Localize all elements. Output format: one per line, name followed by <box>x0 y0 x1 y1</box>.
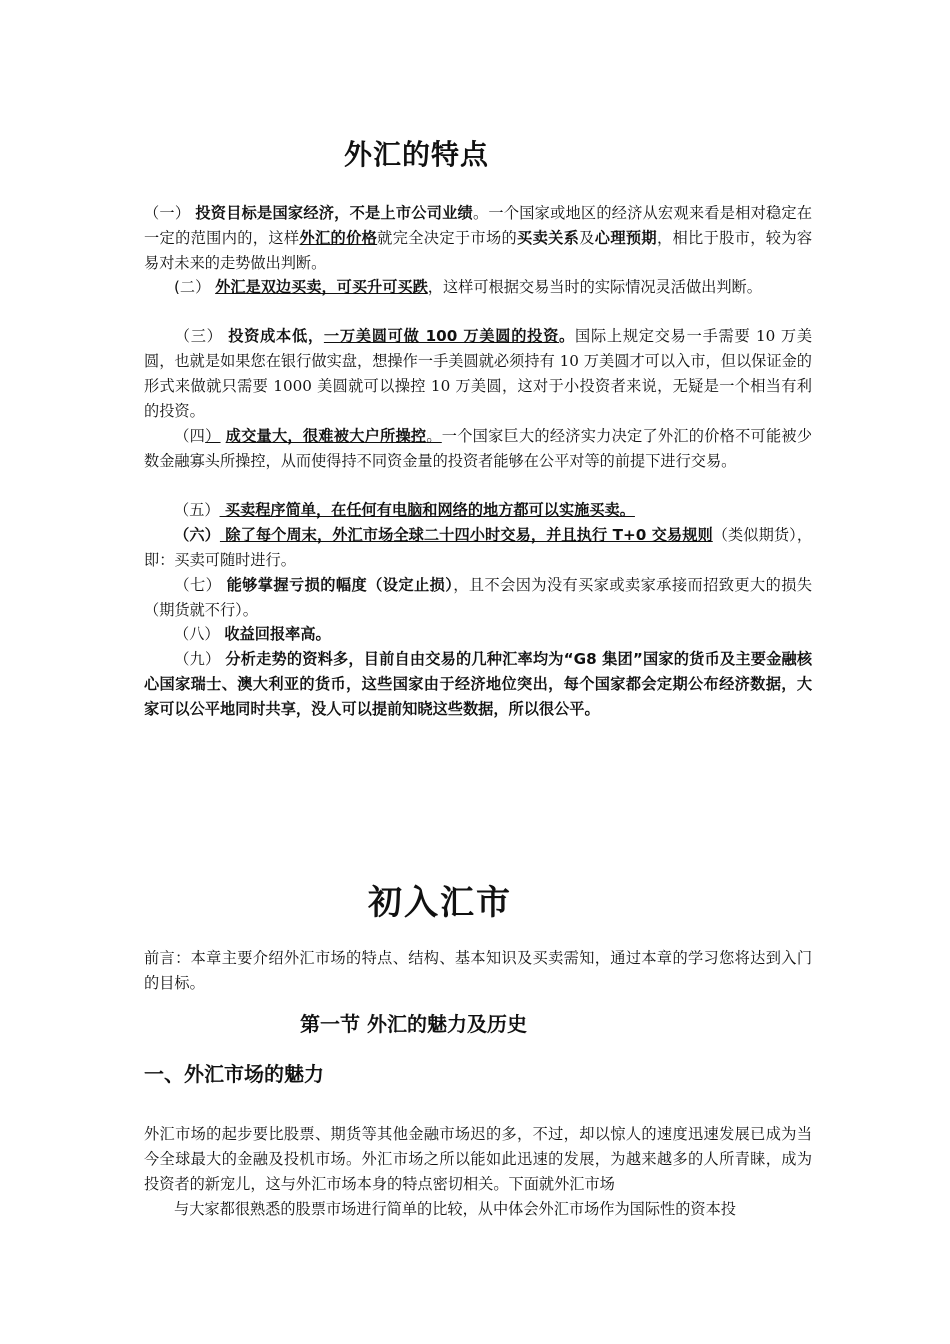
feature-item-7 <box>144 573 812 623</box>
preface-paragraph: 前言：本章主要介绍外汇市场的特点、结构、基本知识及买卖需知，通过本章的学习您将达到入门的目标。 <box>144 949 812 992</box>
item-heading: 外汇是双边买卖，可买升可买跌 <box>215 278 428 296</box>
item-emphasis: 心理预期 <box>594 229 657 247</box>
section-heading: 第一节 外汇的魅力及历史 <box>300 1012 527 1036</box>
item-number: （四 <box>174 427 206 445</box>
chapter-title-entering-forex: 初入汇市 <box>368 883 512 923</box>
item-text: 及 <box>579 229 595 247</box>
item-emphasis: 外汇的价格 <box>299 229 378 247</box>
item-number: （六） <box>174 526 220 544</box>
item-text: 。一个国家或地区的经济从宏观来看是相对稳定在一定的范围内的，这样 <box>144 204 813 247</box>
feature-item-8 <box>144 622 812 647</box>
item-number: （五） <box>174 501 220 519</box>
subsection-heading: 一、外汇市场的魅力 <box>144 1062 324 1086</box>
feature-item-5 <box>144 498 812 523</box>
item-heading: 分析走势的资料多，目前自由交易的几种汇率均为“G8 集团”国家的货币及主要金融核心国家瑞士、澳大利亚的货币，这些国家由于经济地位突出，每个国家都会定期公布经济数据，大家可以公平地同时共享，没人可以提前知晓这些数据，所以很公平。 <box>144 650 813 718</box>
item-text: ，这样可根据交易当时的实际情况灵活做出判断。 <box>427 278 762 296</box>
section-title-forex-features: 外汇的特点 <box>344 138 490 171</box>
item-emphasis: 一万美圆可做 100 万美圆的投资 <box>323 327 560 345</box>
feature-item-4 <box>144 424 812 474</box>
item-heading: 投资成本低， <box>228 327 324 345</box>
item-text: 。 <box>426 427 442 445</box>
item-heading: 投资目标是国家经济，不是上市公司业绩 <box>195 204 473 222</box>
item-number: （八） <box>174 625 220 643</box>
item-number: (二） <box>174 278 211 296</box>
item-number-close: ） <box>205 427 221 445</box>
item-text: 就完全决定于市场的 <box>377 229 518 247</box>
item-heading: 收益回报率高。 <box>224 625 331 643</box>
item-number: （一） <box>144 204 191 222</box>
item-number: （三） <box>174 327 223 345</box>
feature-item-2 <box>144 275 812 300</box>
feature-item-3 <box>144 324 812 424</box>
item-emphasis: 。 <box>559 327 575 345</box>
item-text: 一个国家巨大的经济实力决定了外汇的价格不可能被少数金融寡头所操控，从而使得持不同资金量的投资者能够在公平对等的前提下进行交易。 <box>144 427 813 470</box>
body-paragraph <box>144 1122 812 1222</box>
item-number: （九） <box>174 650 221 668</box>
item-text: （类似期货），即：买卖可随时进行。 <box>144 526 813 569</box>
item-heading: 买卖程序简单，在任何有电脑和网络的地方都可以实施买卖。 <box>219 501 635 519</box>
feature-item-9 <box>144 647 812 722</box>
item-emphasis: 买卖关系 <box>517 229 580 247</box>
item-heading: 成交量大，很难被大户所操控 <box>225 427 427 445</box>
item-text: ，相比于股市，较为容易对未来的走势做出判断。 <box>144 229 813 272</box>
item-number: （七） <box>174 576 222 594</box>
body-text: 外汇市场的起步要比股票、期货等其他金融市场迟的多，不过，却以惊人的速度迅速发展已成为当今全球最大的金融及投机市场。外汇市场之所以能如此迅速的发展，为越来越多的人所青睐，成为投资者的新宠儿，这与外汇市场本身的特点密切相关。下面就外汇市场 <box>144 1125 812 1193</box>
body-text: 与大家都很熟悉的股票市场进行简单的比较，从中体会外汇市场作为国际性的资本投 <box>174 1200 736 1218</box>
feature-item-1 <box>144 201 812 276</box>
item-heading: 除了每个周末，外汇市场全球二十四小时交易，并且执行 T+0 交易规则 <box>219 526 713 544</box>
feature-item-6 <box>144 523 812 573</box>
item-heading: 能够掌握亏损的幅度（设定止损） <box>226 576 454 594</box>
item-text: ，且不会因为没有买家或卖家承接而招致更大的损失（期货就不行）。 <box>144 576 813 619</box>
item-text: 国际上规定交易一手需要 10 万美圆，也就是如果您在银行做实盘，想操作一手美圆就必须持有 10 万美圆才可以入市，但以保证金的形式来做就只需要 1000 美圆就可以操控 10 万美圆，这对于小投资者来说，无疑是一个相当有利的投资。 <box>144 327 813 420</box>
